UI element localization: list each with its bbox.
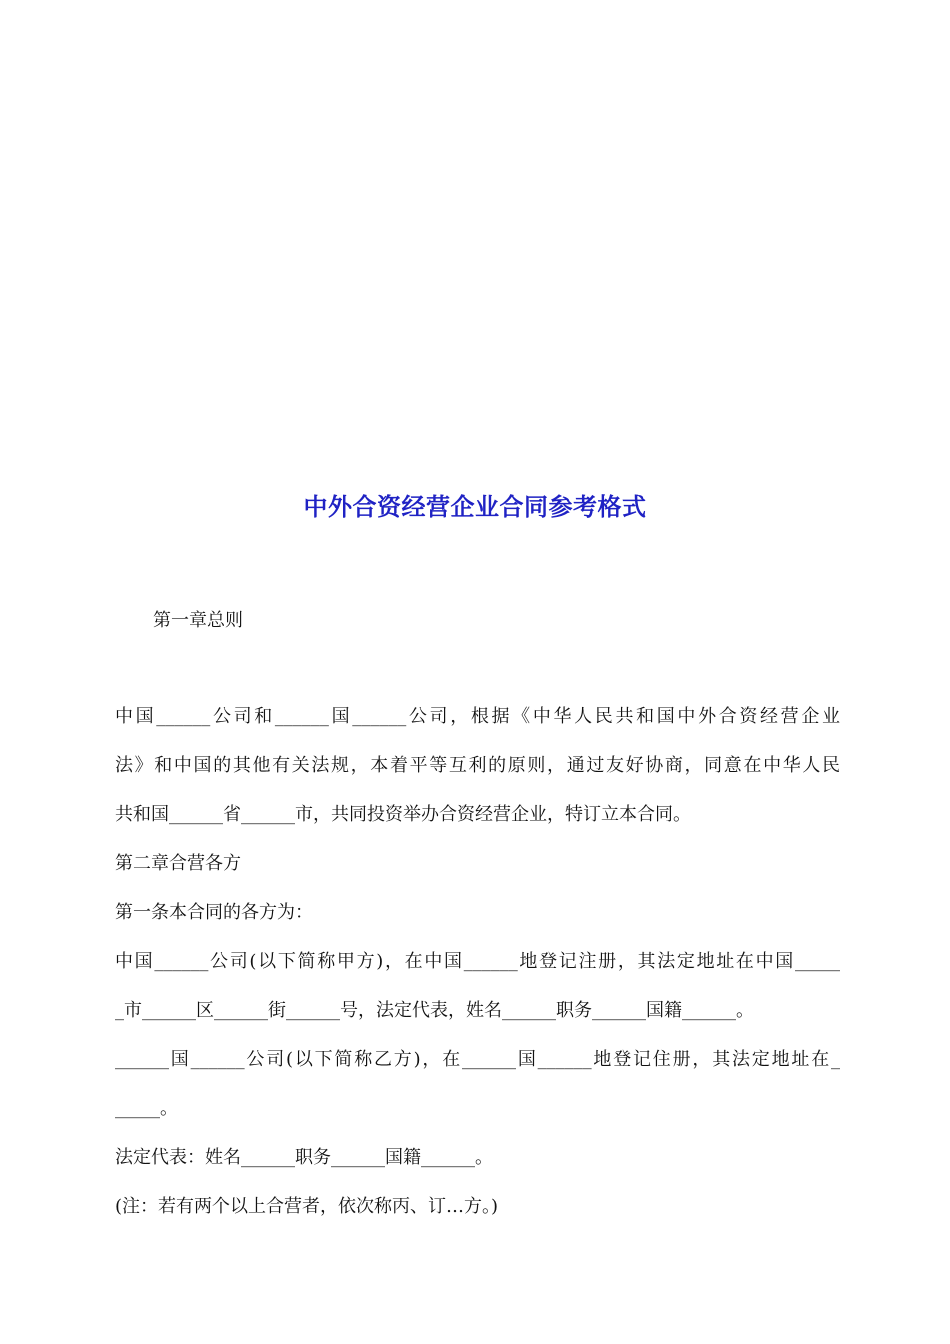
- body-line: 共和国______省______市，共同投资举办合资经营企业，特订立本合同。: [115, 804, 691, 825]
- body-line: 法定代表：姓名______职务______国籍______。: [115, 1147, 493, 1168]
- chapter-heading-general: 第一章总则: [153, 610, 243, 631]
- body-line: _市______区______街______号，法定代表，姓名______职务______国籍______。: [115, 1000, 754, 1021]
- body-line: ______国______公司(以下简称乙方)，在______国______地登记住册，其法定地址在_: [115, 1049, 840, 1070]
- body-line: 法》和中国的其他有关法规，本着平等互利的原则，通过友好协商，同意在中华人民: [115, 755, 840, 776]
- body-line: 中国______公司和______国______公司，根据《中华人民共和国中外合资经营企业: [115, 706, 840, 727]
- body-line: _____。: [115, 1098, 178, 1119]
- body-line: 中国______公司(以下简称甲方)，在中国______地登记注册，其法定地址在中国_____: [115, 951, 840, 972]
- document-title: 中外合资经营企业合同参考格式: [303, 492, 647, 521]
- chapter-heading-parties: 第二章合营各方: [115, 853, 241, 874]
- article-heading: 第一条本合同的各方为：: [115, 902, 313, 923]
- document-body: [115, 700, 840, 1239]
- note-line: (注：若有两个以上合营者，依次称丙、订…方。): [115, 1196, 499, 1217]
